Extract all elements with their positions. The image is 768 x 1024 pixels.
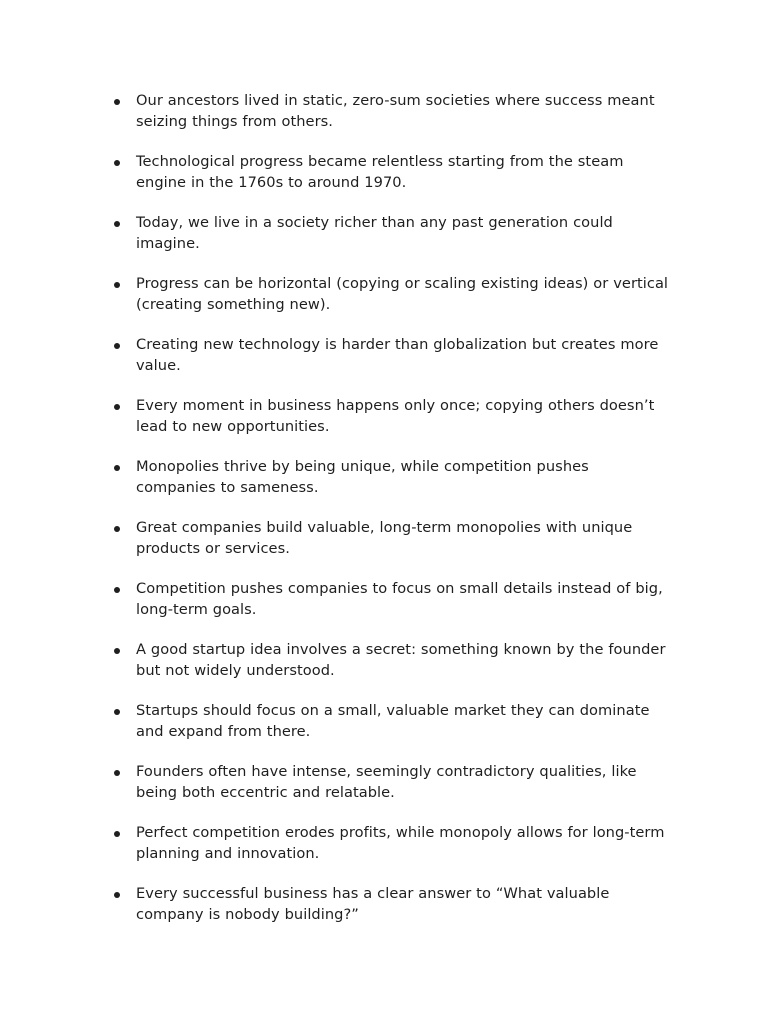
bullet-icon [114, 99, 120, 105]
bullet-icon [114, 892, 120, 898]
list-item-text: Great companies build valuable, long-term monopolies with unique products or services. [136, 519, 633, 557]
bullet-icon [114, 282, 120, 288]
list-item [112, 152, 672, 213]
list-item [112, 701, 672, 762]
list-item-text: Every successful business has a clear answer to “What valuable company is nobody building?” [136, 885, 610, 923]
list-item-text: A good startup idea involves a secret: something known by the founder but not widely understood. [136, 641, 666, 679]
list-item [112, 213, 672, 274]
list-item [112, 640, 672, 701]
bullet-icon [114, 587, 120, 593]
list-item-text: Startups should focus on a small, valuable market they can dominate and expand from there. [136, 702, 650, 740]
list-item-text: Every moment in business happens only once; copying others doesn’t lead to new opportunities. [136, 397, 655, 435]
list-item [112, 457, 672, 518]
bullet-icon [114, 160, 120, 166]
list-item-text: Progress can be horizontal (copying or scaling existing ideas) or vertical (creating something new). [136, 275, 669, 313]
list-item-text: Technological progress became relentless starting from the steam engine in the 1760s to around 1970. [136, 153, 624, 191]
list-item [112, 91, 672, 152]
list-item-text: Creating new technology is harder than globalization but creates more value. [136, 336, 659, 374]
bullet-icon [114, 343, 120, 349]
bullet-icon [114, 709, 120, 715]
list-item [112, 579, 672, 640]
list-item-text: Competition pushes companies to focus on small details instead of big, long-term goals. [136, 580, 663, 618]
list-item-text: Founders often have intense, seemingly contradictory qualities, like being both eccentric and relatable. [136, 763, 637, 801]
list-item-text: Monopolies thrive by being unique, while competition pushes companies to sameness. [136, 458, 589, 496]
bullet-icon [114, 404, 120, 410]
list-item [112, 762, 672, 823]
list-item [112, 823, 672, 884]
list-item-text: Today, we live in a society richer than any past generation could imagine. [136, 214, 613, 252]
list-item-text: Our ancestors lived in static, zero-sum societies where success meant seizing things from others. [136, 92, 655, 130]
list-item [112, 396, 672, 457]
list-item [112, 274, 672, 335]
list-item-text: Perfect competition erodes profits, while monopoly allows for long-term planning and innovation. [136, 824, 665, 862]
bullet-list [112, 91, 672, 945]
bullet-icon [114, 526, 120, 532]
list-item [112, 518, 672, 579]
list-item [112, 884, 672, 945]
bullet-icon [114, 770, 120, 776]
bullet-icon [114, 221, 120, 227]
bullet-icon [114, 648, 120, 654]
bullet-icon [114, 465, 120, 471]
list-item [112, 335, 672, 396]
bullet-icon [114, 831, 120, 837]
